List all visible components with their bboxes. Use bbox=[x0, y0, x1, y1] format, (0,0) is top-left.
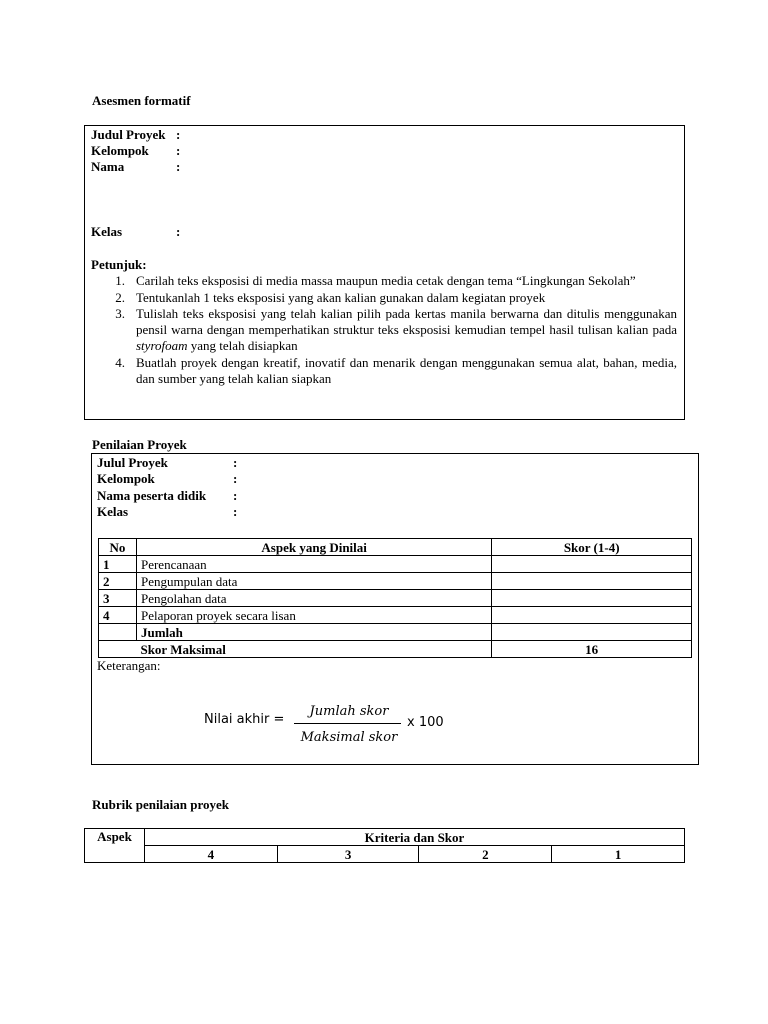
formula-lhs: Nilai akhir = bbox=[204, 712, 285, 727]
table-row bbox=[99, 556, 692, 573]
instruction-number: 3. bbox=[115, 306, 125, 321]
keterangan-label: Keterangan: bbox=[97, 658, 161, 673]
field-nama-sep: : bbox=[176, 159, 181, 174]
instruction-number: 2. bbox=[115, 290, 125, 305]
assessment-table bbox=[98, 538, 692, 658]
jumlah-value[interactable] bbox=[492, 624, 692, 641]
jumlah-empty bbox=[99, 624, 137, 641]
formula-numerator: Jumlah skor bbox=[309, 704, 389, 719]
instruction-text-b: yang telah disiapkan bbox=[187, 338, 298, 353]
field-peserta-sep: : bbox=[233, 488, 238, 503]
row-aspek: Perencanaan bbox=[136, 556, 491, 573]
row-aspek: Pengolahan data bbox=[136, 590, 491, 607]
penilaian-box bbox=[91, 453, 699, 765]
field-julul-sep: : bbox=[233, 455, 238, 470]
instruction-text: Tentukanlah 1 teks eksposisi yang akan kalian gunakan dalam kegiatan proyek bbox=[136, 290, 546, 305]
instructions-title: Petunjuk: bbox=[91, 257, 147, 272]
table-row bbox=[99, 590, 692, 607]
row-skor[interactable] bbox=[492, 607, 692, 624]
fraction-bar bbox=[294, 723, 401, 724]
field-kelas-label: Kelas bbox=[91, 224, 123, 239]
table-row bbox=[99, 607, 692, 624]
rubric-score-1: 1 bbox=[552, 846, 685, 863]
row-skor[interactable] bbox=[492, 573, 692, 590]
instruction-text bbox=[136, 306, 677, 354]
instruction-number: 4. bbox=[115, 355, 125, 370]
table-jumlah-row bbox=[99, 624, 692, 641]
header-skor: Skor (1-4) bbox=[492, 539, 692, 556]
instructions-list bbox=[85, 273, 684, 413]
rubric-score-3: 3 bbox=[277, 846, 419, 863]
section1-title: Asesmen formatif bbox=[92, 93, 191, 108]
rubric-score-4: 4 bbox=[144, 846, 277, 863]
field-nama-label: Nama bbox=[91, 159, 125, 174]
field-kelompok-label: Kelompok bbox=[91, 143, 149, 158]
field-kelompok-sep: : bbox=[176, 143, 181, 158]
header-aspek: Aspek yang Dinilai bbox=[136, 539, 491, 556]
asesmen-box bbox=[84, 125, 685, 420]
jumlah-label: Jumlah bbox=[136, 624, 491, 641]
header-no: No bbox=[99, 539, 137, 556]
rubric-score-row bbox=[85, 846, 685, 863]
row-no: 1 bbox=[99, 556, 137, 573]
row-skor[interactable] bbox=[492, 556, 692, 573]
instruction-text-em: styrofoam bbox=[136, 338, 188, 353]
table-header-row bbox=[99, 539, 692, 556]
field-peserta-label: Nama peserta didik bbox=[97, 488, 207, 503]
field-julul-label: Julul Proyek bbox=[97, 455, 168, 470]
field-judul-label: Judul Proyek bbox=[91, 127, 166, 142]
table-skor-maks-row bbox=[99, 641, 692, 658]
row-no: 2 bbox=[99, 573, 137, 590]
formula-multiplier: x 100 bbox=[407, 715, 444, 730]
rubric-kriteria-header: Kriteria dan Skor bbox=[144, 829, 684, 846]
field-judul-sep: : bbox=[176, 127, 181, 142]
row-aspek: Pelaporan proyek secara lisan bbox=[136, 607, 491, 624]
skor-maks-label: Skor Maksimal bbox=[136, 641, 491, 658]
field-kelompok2-sep: : bbox=[233, 471, 238, 486]
instruction-text: Buatlah proyek dengan kreatif, inovatif dan menarik dengan menggunakan semua alat, bahan, media, dan sumber yang telah kalian siapkan bbox=[136, 355, 677, 386]
skor-maks-empty bbox=[99, 641, 137, 658]
rubric-table bbox=[84, 828, 685, 863]
instruction-number: 1. bbox=[115, 273, 125, 288]
instruction-text-a: Tulislah teks eksposisi yang telah kalian pilih pada kertas manila berwarna dan ditulis menggunakan pensil warna dengan memperhatikan struktur teks eksposisi kemudian tempel hasil tulisan kalian pada bbox=[136, 306, 677, 337]
section2-title: Penilaian Proyek bbox=[92, 437, 187, 452]
field-kelompok2-label: Kelompok bbox=[97, 471, 155, 486]
formula-denominator: Maksimal skor bbox=[300, 730, 398, 745]
field-kelas2-sep: : bbox=[233, 504, 238, 519]
rubric-header-row bbox=[85, 829, 685, 846]
skor-maks-value: 16 bbox=[492, 641, 692, 658]
rubric-score-2: 2 bbox=[419, 846, 552, 863]
row-no: 3 bbox=[99, 590, 137, 607]
instruction-text: Carilah teks eksposisi di media massa maupun media cetak dengan tema “Lingkungan Sekolah” bbox=[136, 273, 636, 288]
section3-title: Rubrik penilaian proyek bbox=[92, 797, 230, 812]
row-skor[interactable] bbox=[492, 590, 692, 607]
field-kelas-sep: : bbox=[176, 224, 181, 239]
rubric-aspek-header: Aspek bbox=[85, 829, 145, 863]
row-aspek: Pengumpulan data bbox=[136, 573, 491, 590]
field-kelas2-label: Kelas bbox=[97, 504, 129, 519]
row-no: 4 bbox=[99, 607, 137, 624]
table-row bbox=[99, 573, 692, 590]
